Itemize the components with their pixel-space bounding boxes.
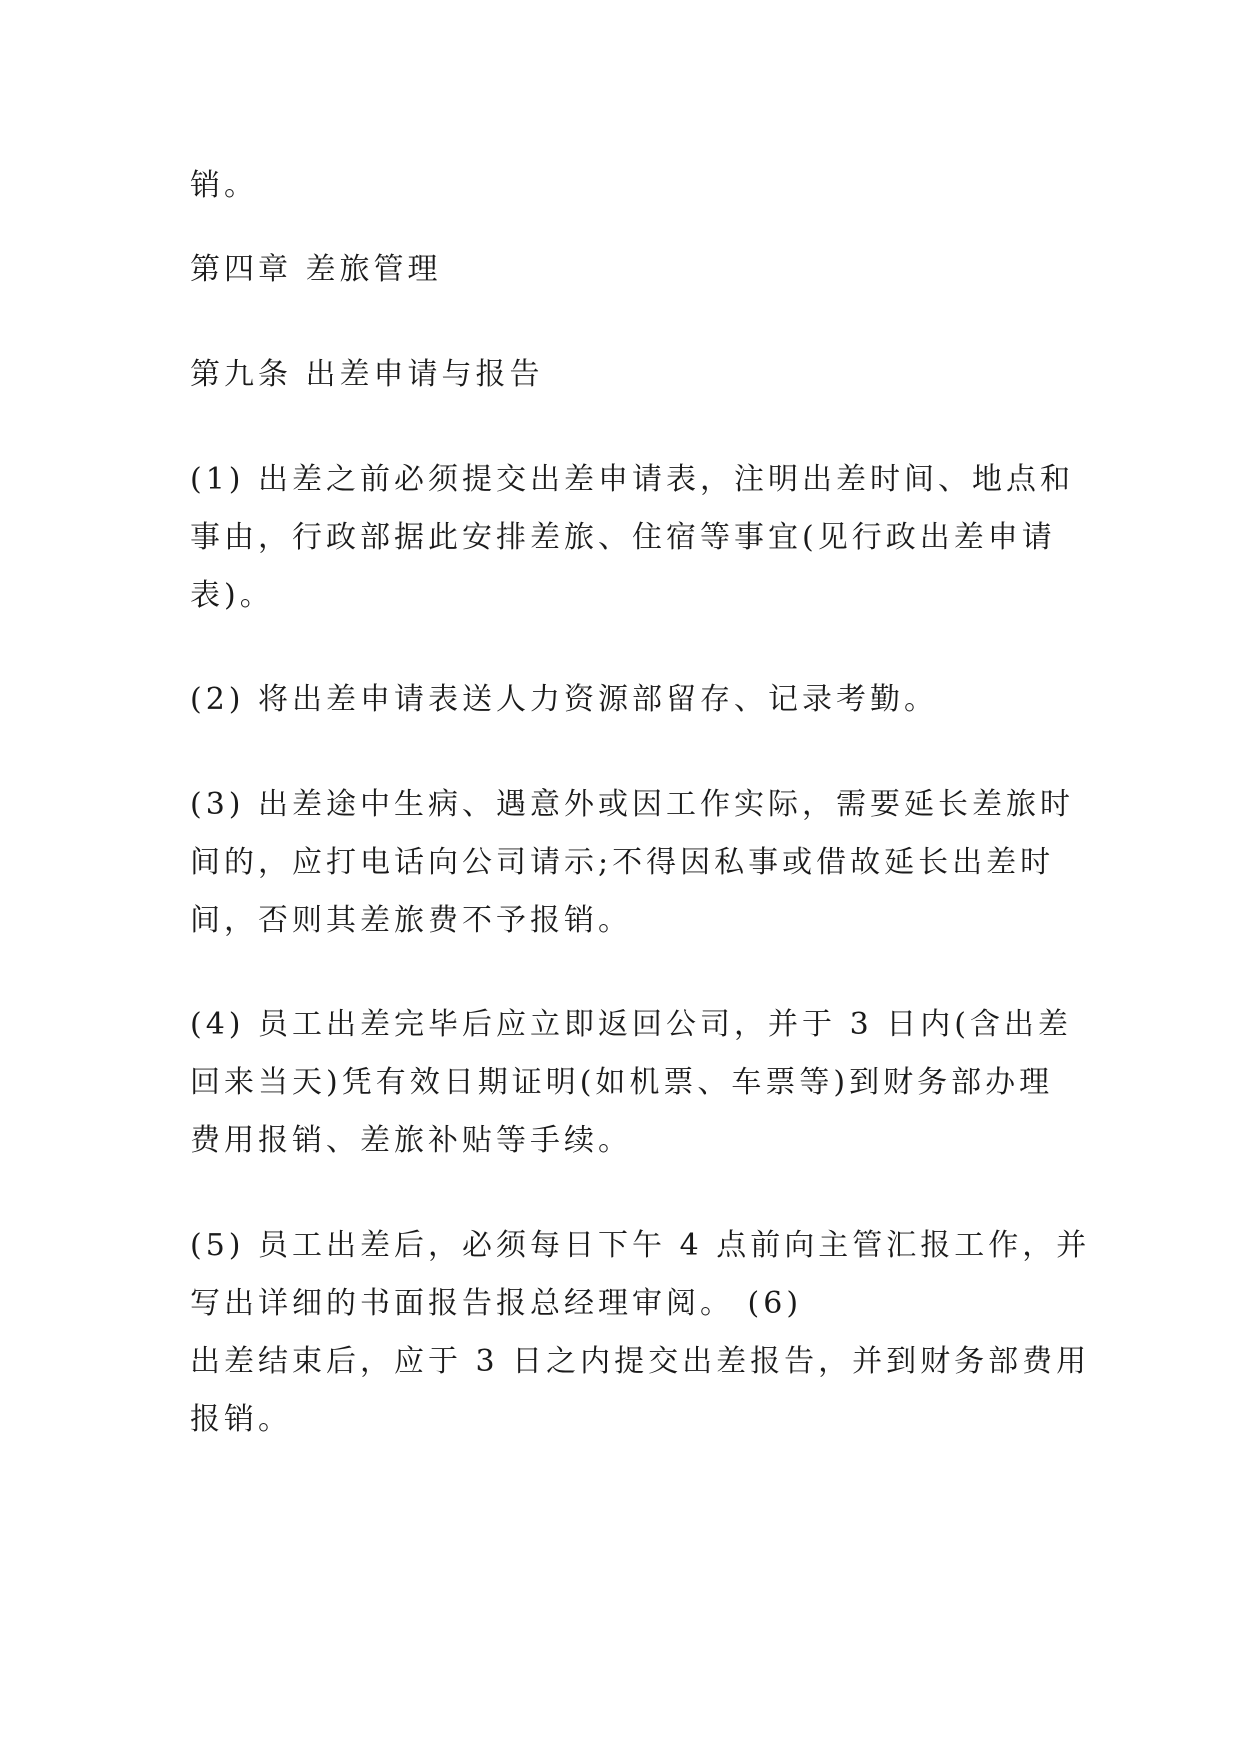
text-line: 写出详细的书面报告报总经理审阅。 (6)	[190, 1286, 803, 1321]
text-line: (5) 员工出差后，必须每日下午 4 点前向主管汇报工作，并	[190, 1228, 1091, 1263]
text-line: (2) 将出差申请表送人力资源部留存、记录考勤。	[190, 682, 939, 717]
text-line: 出差结束后，应于 3 日之内提交出差报告，并到财务部费用	[190, 1344, 1091, 1379]
text-line: 间的，应打电话向公司请示;不得因私事或借故延长出差时	[190, 845, 1055, 880]
text-line: 回来当天)凭有效日期证明(如机票、车票等)到财务部办理	[190, 1065, 1054, 1100]
text-line: (3) 出差途中生病、遇意外或因工作实际，需要延长差旅时	[190, 787, 1075, 822]
article-heading: 第九条 出差申请与报告	[190, 357, 544, 392]
chapter-heading: 第四章 差旅管理	[190, 252, 442, 287]
text-line: 表)。	[190, 578, 274, 613]
text-line: 报销。	[190, 1402, 292, 1437]
text-line: 销。	[190, 168, 258, 203]
text-line: 间，否则其差旅费不予报销。	[190, 903, 632, 938]
text-line: 费用报销、差旅补贴等手续。	[190, 1123, 632, 1158]
text-line: (1) 出差之前必须提交出差申请表，注明出差时间、地点和	[190, 462, 1075, 497]
text-line: 事由，行政部据此安排差旅、住宿等事宜(见行政出差申请	[190, 520, 1056, 555]
text-line: (4) 员工出差完毕后应立即返回公司，并于 3 日内(含出差	[190, 1007, 1072, 1042]
